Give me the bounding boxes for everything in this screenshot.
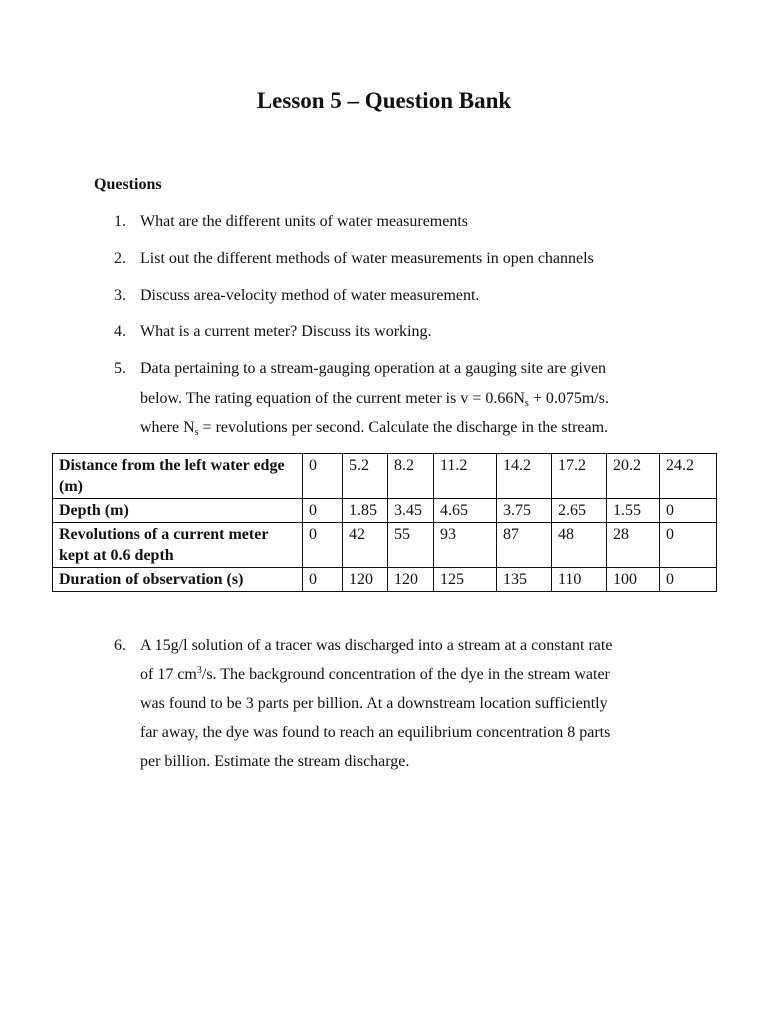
- table-cell: 110: [552, 568, 607, 592]
- table-cell: 0: [303, 523, 343, 568]
- table-cell: 0: [303, 454, 343, 499]
- table-cell: 0: [303, 568, 343, 592]
- table-cell: 3.75: [497, 499, 552, 523]
- table-cell: 48: [552, 523, 607, 568]
- table-row: [53, 499, 717, 523]
- table-cell: 17.2: [552, 454, 607, 499]
- question-text-line: was found to be 3 parts per billion. At a downstream location sufficiently: [140, 695, 608, 712]
- gauging-data-table: [52, 453, 717, 592]
- table-cell: 42: [343, 523, 388, 568]
- table-cell: 1.85: [343, 499, 388, 523]
- question-text-line: below. The rating equation of the current meter is $v = 0.66N_s + 0.075m/s$.: [140, 390, 609, 409]
- row-header: Duration of observation (s): [53, 568, 303, 592]
- question-number: 4.: [114, 323, 126, 340]
- table-cell: 0: [660, 523, 717, 568]
- table-cell: 135: [497, 568, 552, 592]
- table-cell: 55: [388, 523, 434, 568]
- question-number: 1.: [114, 213, 126, 230]
- page-title: Lesson 5 – Question Bank: [256, 88, 512, 113]
- section-heading: Questions: [94, 176, 162, 193]
- table-cell: 120: [388, 568, 434, 592]
- table-cell: 100: [607, 568, 660, 592]
- table-cell: 20.2: [607, 454, 660, 499]
- table-cell: 0: [660, 568, 717, 592]
- question-number: 6.: [114, 637, 126, 654]
- question-number: 5.: [114, 360, 126, 377]
- question-number: 3.: [114, 287, 126, 304]
- table-cell: 0: [303, 499, 343, 523]
- question-number: 2.: [114, 250, 126, 267]
- table-cell: 2.65: [552, 499, 607, 523]
- table-cell: 11.2: [434, 454, 497, 499]
- question-text: What are the different units of water measurements: [140, 213, 469, 230]
- table-cell: 28: [607, 523, 660, 568]
- question-text-line: A 15g/l solution of a tracer was discharged into a stream at a constant rate: [140, 637, 613, 654]
- question-text: Discuss area-velocity method of water measurement.: [140, 287, 480, 304]
- table-cell: 8.2: [388, 454, 434, 499]
- table-cell: 1.55: [607, 499, 660, 523]
- table-row: [53, 568, 717, 592]
- row-header: Depth (m): [53, 499, 303, 523]
- table-row: [53, 523, 717, 568]
- question-text-line: far away, the dye was found to reach an equilibrium concentration 8 parts: [140, 724, 611, 741]
- row-header: Distance from the left water edge (m): [53, 454, 303, 499]
- table-row: [53, 454, 717, 499]
- table-cell: 125: [434, 568, 497, 592]
- table-cell: 120: [343, 568, 388, 592]
- table-cell: 93: [434, 523, 497, 568]
- question-text-line: where $N_s$ = revolutions per second. Calculate the discharge in the stream.: [140, 419, 609, 438]
- table-cell: 5.2: [343, 454, 388, 499]
- table-cell: 87: [497, 523, 552, 568]
- table-cell: 24.2: [660, 454, 717, 499]
- question-text-line: per billion. Estimate the stream discharge.: [140, 753, 410, 770]
- question-text-line: Data pertaining to a stream-gauging operation at a gauging site are given: [140, 360, 607, 377]
- question-text: What is a current meter? Discuss its working.: [140, 323, 432, 340]
- table-cell: 0: [660, 499, 717, 523]
- table-cell: 14.2: [497, 454, 552, 499]
- question-text: List out the different methods of water measurements in open channels: [140, 250, 594, 267]
- row-header: Revolutions of a current meter kept at 0.6 depth: [53, 523, 303, 568]
- question-text-line: of 17 $cm^3/s$. The background concentration of the dye in the stream water: [140, 665, 610, 683]
- table-cell: 4.65: [434, 499, 497, 523]
- table-cell: 3.45: [388, 499, 434, 523]
